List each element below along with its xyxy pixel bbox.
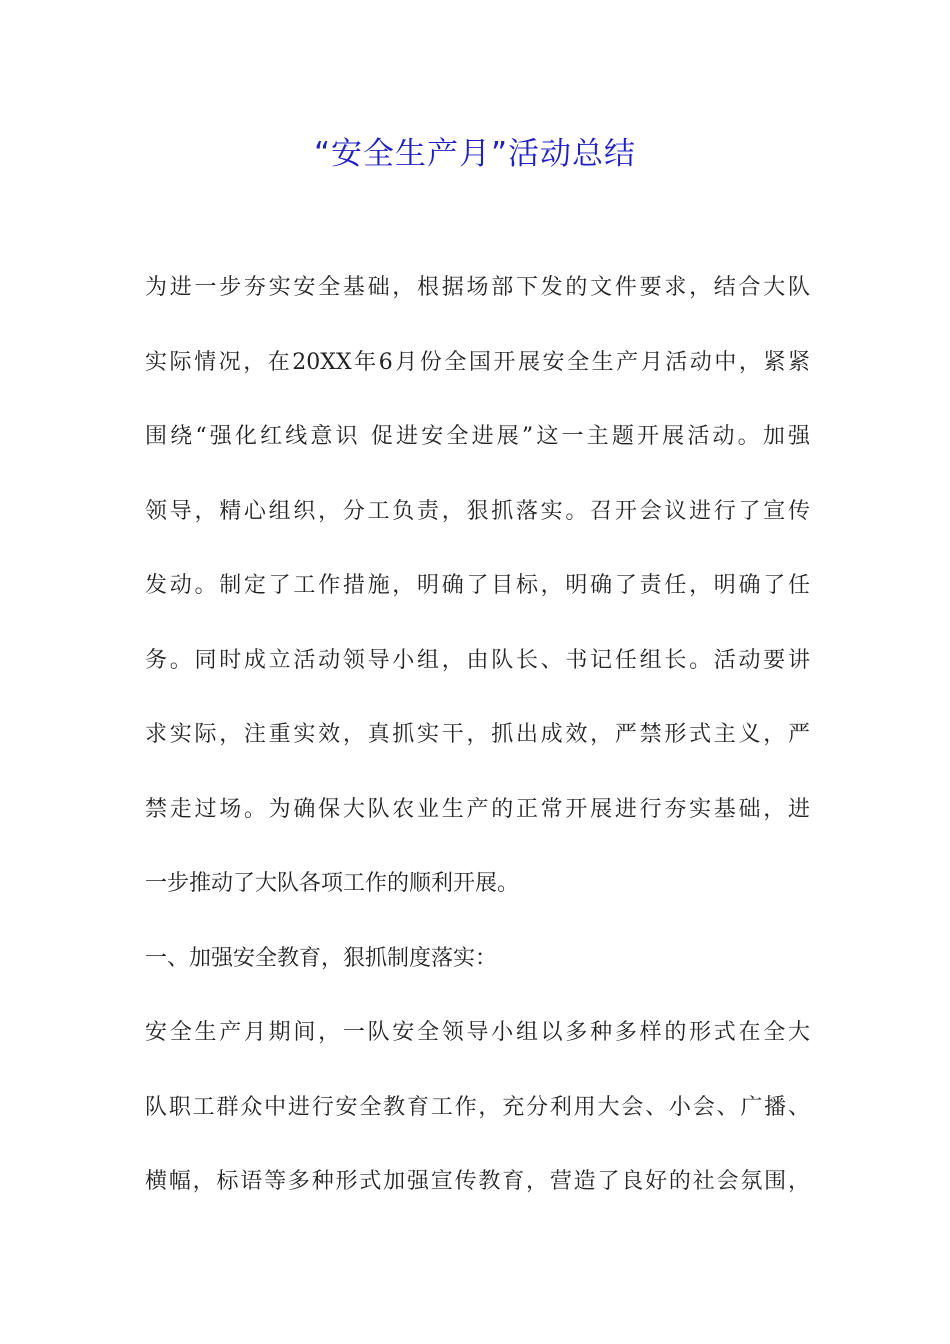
body-line: 围绕“强化红线意识 促进安全进展”这一主题开展活动。加强 [145,424,810,449]
body-line: 发动。制定了工作措施，明确了目标，明确了责任，明确了任 [145,573,810,598]
body-line: 为进一步夯实安全基础，根据场部下发的文件要求，结合大队 [145,275,810,300]
document-title: “安全生产月”活动总结 [313,136,637,172]
body-line: 禁走过场。为确保大队农业生产的正常开展进行夯实基础，进 [145,796,810,822]
body-line: 务。同时成立活动领导小组，由队长、书记任组长。活动要讲 [145,647,810,673]
body-line: 队职工群众中进行安全教育工作，充分利用大会、小会、广播、 [145,1094,810,1120]
body-line: 实际情况，在20XX年6月份全国开展安全生产月活动中，紧紧 [145,349,810,375]
document-body [145,266,810,1235]
body-line: 领导，精心组织，分工负责，狠抓落实。召开会议进行了宣传 [145,498,810,524]
body-line: 一、加强安全教育，狠抓制度落实： [145,945,498,971]
body-line: 一步推动了大队各项工作的顺利开展。 [145,871,520,896]
body-line: 求实际，注重实效，真抓实干，抓出成效，严禁形式主义，严 [145,722,810,747]
body-line: 横幅，标语等多种形式加强宣传教育，营造了良好的社会氛围， [145,1169,810,1194]
body-line: 安全生产月期间，一队安全领导小组以多种多样的形式在全大 [145,1020,810,1045]
